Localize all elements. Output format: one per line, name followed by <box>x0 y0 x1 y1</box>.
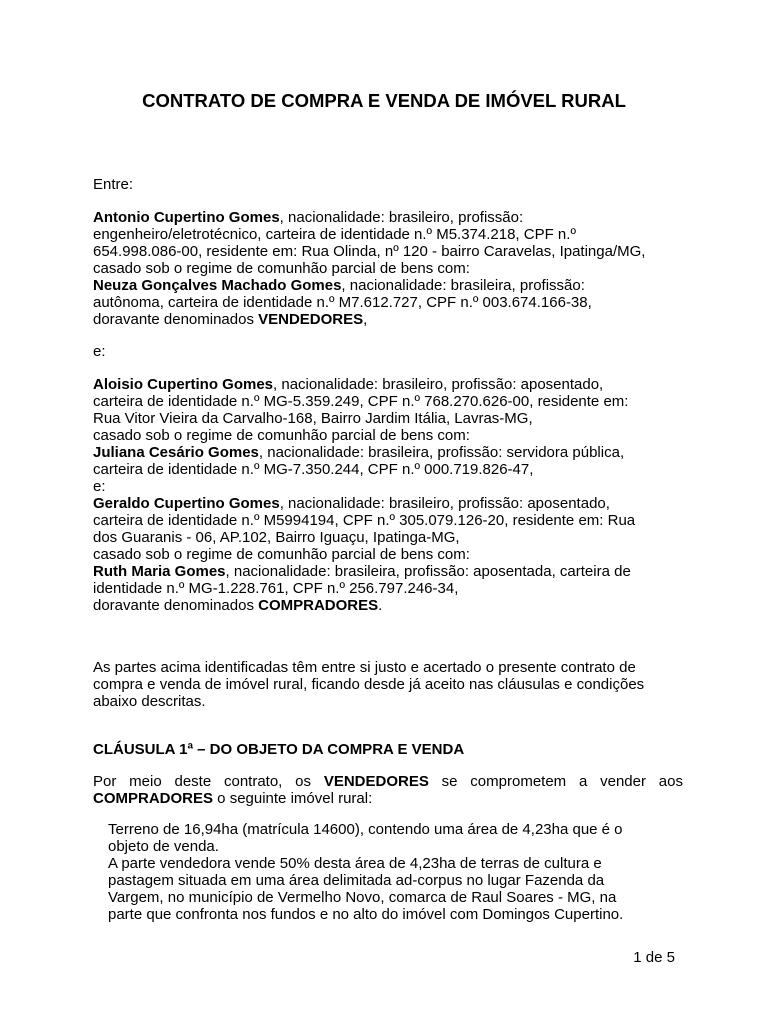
seller-2-name: Neuza Gonçalves Machado Gomes <box>93 277 342 294</box>
seller-1-name: Antonio Cupertino Gomes <box>93 209 280 226</box>
page-number: 1 de 5 <box>633 949 675 966</box>
buyers-role: COMPRADORES <box>258 597 379 614</box>
intro-text: Entre: <box>93 176 134 193</box>
buyer-1-name: Aloisio Cupertino Gomes <box>93 376 274 393</box>
buyer-3-name: Geraldo Cupertino Gomes <box>93 495 280 512</box>
property-description: Terreno de 16,94ha (matrícula 14600), contendo uma área de 4,23ha que é o objeto de venda. A parte vendedora vende 50% desta área de 4,23ha de terras de cultura e pastagem situada em uma área delimitada ad-corpus no lugar Fazenda da Vargem, no município de Vermelho Novo, comarca de Raul Soares - MG, na parte que confronta nos fundos e no alto do imóvel com Domingos Cupertino. <box>108 821 624 923</box>
buyer-2-name: Juliana Cesário Gomes <box>93 444 259 461</box>
and-separator: e: <box>93 343 106 360</box>
document-title: CONTRATO DE COMPRA E VENDA DE IMÓVEL RURAL <box>142 90 626 111</box>
clause-1-heading: CLÁUSULA 1ª – DO OBJETO DA COMPRA E VENDA <box>93 741 465 758</box>
agreement-paragraph: As partes acima identificadas têm entre si justo e acertado o presente contrato de compra e venda de imóvel rural, ficando desde já aceito nas cláusulas e condições abaixo descritas. <box>93 659 645 710</box>
sellers-role: VENDEDORES <box>258 311 364 328</box>
sellers-paragraph: Antonio Cupertino Gomes, nacionalidade: brasileiro, profissão: engenheiro/eletrotécnico, carteira de identidade n.º M5.374.218, CPF n.º 654.998.086-00, residente em: Rua Olinda, nº 120 - bairro Caravelas, Ipatinga/MG, casado sob o regime de comunhão parcial de bens com: Neuza Gonçalves Machado Gomes, nacionalidade: brasileira, profissão: autônoma, carteira de identidade n.º M7.612.727, CPF n.º 003.674.166-38, doravante denominados VENDEDORES, <box>93 209 646 328</box>
buyer-4-name: Ruth Maria Gomes <box>93 563 226 580</box>
clause-1-paragraph: Por meio deste contrato, os VENDEDORES se comprometem a vender aos COMPRADORES o seguinte imóvel rural: <box>93 773 683 807</box>
buyers-paragraph: Aloisio Cupertino Gomes, nacionalidade: brasileiro, profissão: aposentado, carteira de identidade n.º MG-5.359.249, CPF n.º 768.270.626-00, residente em: Rua Vitor Vieira da Carvalho-168, Bairro Jardim Itália, Lavras-MG, casado sob o regime de comunhão parcial de bens com: Juliana Cesário Gomes, nacionalidade: brasileira, profissão: servidora pública, carteira de identidade n.º MG-7.350.244, CPF n.º 000.719.826-47, e: Geraldo Cupertino Gomes, nacionalidade: brasileiro, profissão: aposentado, carteira de identidade n.º M5994194, CPF n.º 305.079.126-20, residente em: Rua dos Guaranis - 06, AP.102, Bairro Iguaçu, Ipatinga-MG, casado sob o regime de comunhão parcial de bens com: Ruth Maria Gomes, nacionalidade: brasileira, profissão: aposentada, carteira de identidade n.º MG-1.228.761, CPF n.º 256.797.246-34, doravante denominados COMPRADORES. <box>93 376 636 614</box>
